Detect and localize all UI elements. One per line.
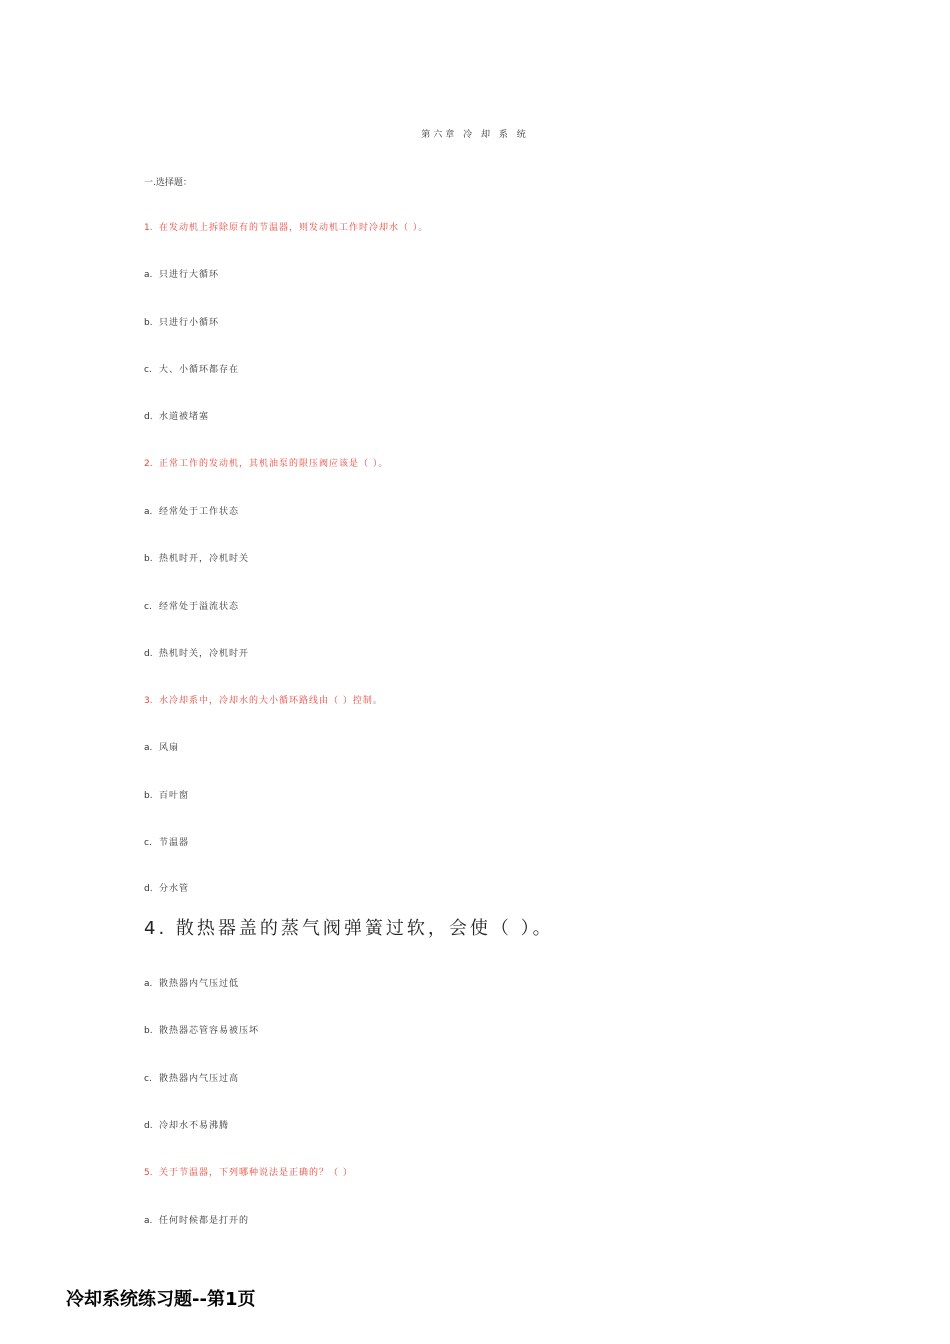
option-4d xyxy=(144,1120,229,1132)
question-5 xyxy=(144,1167,353,1179)
option-2b xyxy=(144,553,249,565)
option-text: 散热器内气压过高 xyxy=(159,1074,240,1084)
question-4 xyxy=(144,917,554,941)
option-text: 大、小循环都存在 xyxy=(159,365,240,375)
question-number: 5. xyxy=(144,1168,153,1178)
option-4c xyxy=(144,1073,239,1085)
option-letter: c. xyxy=(144,838,152,848)
page-footer: 冷却系统练习题--第1页 xyxy=(66,1289,256,1310)
section-heading: 一.选择题： xyxy=(144,178,192,188)
option-text: 水道被堵塞 xyxy=(159,412,210,422)
question-number: 4. xyxy=(144,918,168,939)
option-5a xyxy=(144,1215,249,1227)
option-1b xyxy=(144,317,219,329)
option-letter: a. xyxy=(144,979,153,989)
option-3d xyxy=(144,883,189,895)
option-letter: c. xyxy=(144,365,152,375)
option-letter: a. xyxy=(144,1216,153,1226)
option-text: 只进行大循环 xyxy=(159,270,220,280)
question-text: 散热器盖的蒸气阀弹簧过软，会使（ ）。 xyxy=(175,918,554,939)
option-text: 散热器内气压过低 xyxy=(159,979,240,989)
question-1 xyxy=(144,222,428,234)
option-text: 经常处于溢流状态 xyxy=(159,602,240,612)
option-1a xyxy=(144,269,219,281)
option-3b xyxy=(144,790,189,802)
option-2c xyxy=(144,601,239,613)
question-number: 1. xyxy=(144,223,153,233)
question-text: 正常工作的发动机，其机油泵的限压阀应该是（ ）。 xyxy=(159,459,389,469)
question-text: 在发动机上拆除原有的节温器，则发动机工作时冷却水（ ）。 xyxy=(159,223,429,233)
option-letter: b. xyxy=(144,1026,153,1036)
chapter-title: 第六章 冷 却 系 统 xyxy=(421,130,529,140)
option-text: 任何时候都是打开的 xyxy=(159,1216,250,1226)
question-3 xyxy=(144,695,383,707)
option-text: 经常处于工作状态 xyxy=(159,507,240,517)
option-text: 分水管 xyxy=(159,884,190,894)
option-text: 只进行小循环 xyxy=(159,318,220,328)
option-letter: b. xyxy=(144,318,153,328)
option-1d xyxy=(144,411,209,423)
option-letter: a. xyxy=(144,270,153,280)
option-1c xyxy=(144,364,239,376)
question-2 xyxy=(144,458,388,470)
option-text: 散热器芯管容易被压坏 xyxy=(159,1026,260,1036)
option-letter: c. xyxy=(144,602,152,612)
option-2d xyxy=(144,648,249,660)
option-letter: b. xyxy=(144,554,153,564)
option-3c xyxy=(144,837,189,849)
option-letter: d. xyxy=(144,412,153,422)
option-text: 风扇 xyxy=(159,743,180,753)
option-3a xyxy=(144,742,179,754)
question-text: 关于节温器，下列哪种说法是正确的？（ ） xyxy=(159,1168,353,1178)
option-letter: a. xyxy=(144,507,153,517)
option-text: 热机时关，冷机时开 xyxy=(159,649,250,659)
question-number: 3. xyxy=(144,696,153,706)
option-text: 冷却水不易沸腾 xyxy=(159,1121,230,1131)
option-letter: d. xyxy=(144,884,153,894)
option-letter: d. xyxy=(144,649,153,659)
option-letter: c. xyxy=(144,1074,152,1084)
option-4a xyxy=(144,978,239,990)
question-number: 2. xyxy=(144,459,153,469)
option-letter: a. xyxy=(144,743,153,753)
option-4b xyxy=(144,1025,259,1037)
option-text: 热机时开，冷机时关 xyxy=(159,554,250,564)
option-letter: b. xyxy=(144,791,153,801)
question-text: 水冷却系中，冷却水的大小循环路线由（ ）控制。 xyxy=(159,696,383,706)
option-text: 百叶窗 xyxy=(159,791,190,801)
option-2a xyxy=(144,506,239,518)
option-letter: d. xyxy=(144,1121,153,1131)
option-text: 节温器 xyxy=(159,838,190,848)
